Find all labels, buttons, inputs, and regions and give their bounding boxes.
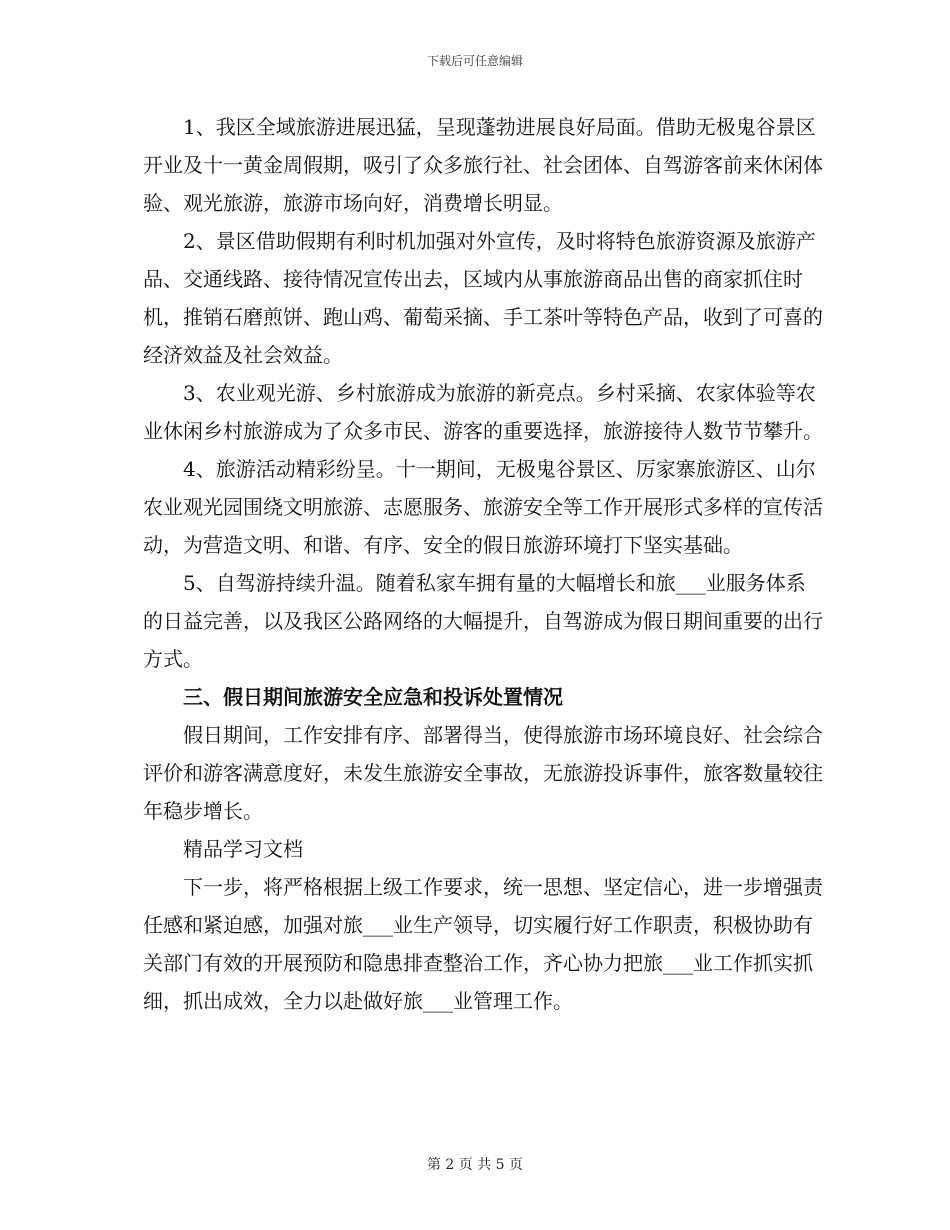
watermark-line: 精品学习文档 [183, 837, 303, 861]
paragraph-2: 2、景区借助假期有利时机加强对外宣传，及时将特色旅游资源及旅游产品、交通线路、接待情况宣传出去，区域内从事旅游商品出售的商家抓住时机，推销石磨煎饼、跑山鸡、葡萄采摘、手工茶叶等特色产品，收到了可喜的经济效益及社会效益。 [143, 229, 823, 367]
closing-paragraph: 下一步，将严格根据上级工作要求，统一思想、坚定信心，进一步增强责任感和紧迫感，加强对旅___业生产领导，切实履行好工作职责，积极协助有关部门有效的开展预防和隐患排查整治工作，齐心协力把旅___业工作抓实抓细，抓出成效，全力以赴做好旅___业管理工作。 [143, 875, 823, 1013]
paragraph-4: 4、旅游活动精彩纷呈。十一期间，无极鬼谷景区、厉家寨旅游区、山尔农业观光园围绕文明旅游、志愿服务、旅游安全等工作开展形式多样的宣传活动，为营造文明、和谐、有序、安全的假日旅游环境打下坚实基础。 [143, 457, 823, 557]
section-heading: 三、假日期间旅游安全应急和投诉处置情况 [183, 685, 563, 709]
page-header: 下载后可任意编辑 [426, 54, 523, 68]
section-paragraph: 假日期间，工作安排有序、部署得当，使得旅游市场环境良好、社会综合评价和游客满意度好，未发生旅游安全事故，无旅游投诉事件，旅客数量较往年稳步增长。 [143, 723, 823, 823]
document-body [143, 108, 823, 1020]
paragraph-1: 1、我区全域旅游进展迅猛，呈现蓬勃进展良好局面。借助无极鬼谷景区开业及十一黄金周假期，吸引了众多旅行社、社会团体、自驾游客前来休闲体验、观光旅游，旅游市场向好，消费增长明显。 [143, 115, 823, 215]
paragraph-5: 5、自驾游持续升温。随着私家车拥有量的大幅增长和旅___业服务体系的日益完善，以及我区公路网络的大幅提升，自驾游成为假日期间重要的出行方式。 [143, 571, 823, 671]
page-number: 第 2 页 共 5 页 [426, 1157, 524, 1173]
paragraph-3: 3、农业观光游、乡村旅游成为旅游的新亮点。乡村采摘、农家体验等农业休闲乡村旅游成为了众多市民、游客的重要选择，旅游接待人数节节攀升。 [143, 381, 823, 443]
